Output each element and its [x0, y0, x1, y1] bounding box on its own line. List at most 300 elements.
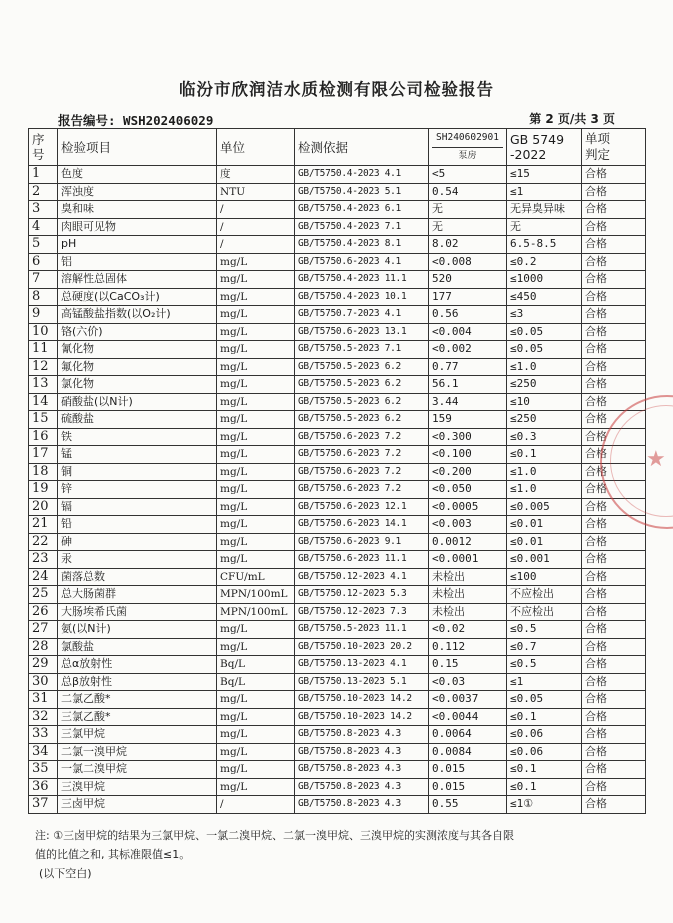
table-row: [29, 218, 646, 236]
row-unit: mg/L: [217, 411, 295, 429]
row-judgement: 合格: [582, 341, 646, 359]
report-title: 临汾市欣润洁水质检测有限公司检验报告: [179, 80, 494, 99]
row-method: GB/T5750.8-2023 4.3: [295, 743, 429, 761]
row-method: GB/T5750.12-2023 4.1: [295, 568, 429, 586]
row-limit: ≤250: [507, 376, 582, 394]
row-result: <5: [429, 166, 507, 184]
row-number: 16: [29, 428, 58, 446]
table-row: [29, 726, 646, 744]
table-row: [29, 446, 646, 464]
row-judgement: 合格: [582, 411, 646, 429]
row-method: GB/T5750.12-2023 7.3: [295, 603, 429, 621]
row-result: 56.1: [429, 376, 507, 394]
header-judge: [582, 129, 646, 166]
row-result: <0.0037: [429, 691, 507, 709]
row-result: 0.56: [429, 306, 507, 324]
row-limit: ≤0.1: [507, 761, 582, 779]
row-item: 硝酸盐(以N计): [58, 393, 217, 411]
row-unit: mg/L: [217, 463, 295, 481]
row-limit: ≤0.06: [507, 743, 582, 761]
row-number: 13: [29, 376, 58, 394]
stamp-star-icon: ★: [646, 447, 666, 472]
row-number: 15: [29, 411, 58, 429]
header-judge-line1: 单项: [585, 131, 611, 146]
row-item: 铁: [58, 428, 217, 446]
table-row: [29, 761, 646, 779]
row-method: GB/T5750.6-2023 7.2: [295, 428, 429, 446]
row-number: 27: [29, 621, 58, 639]
row-judgement: 合格: [582, 638, 646, 656]
row-limit: ≤1.0: [507, 463, 582, 481]
row-item: 总硬度(以CaCO₃计): [58, 288, 217, 306]
row-result: 159: [429, 411, 507, 429]
row-result: 0.0084: [429, 743, 507, 761]
row-limit: ≤100: [507, 568, 582, 586]
header-method: 检测依据: [295, 129, 429, 166]
table-row: [29, 481, 646, 499]
row-number: 3: [29, 201, 58, 219]
row-method: GB/T5750.8-2023 4.3: [295, 761, 429, 779]
row-result: 无: [429, 201, 507, 219]
row-judgement: 合格: [582, 393, 646, 411]
header-seq-line1: 序: [32, 132, 45, 147]
row-method: GB/T5750.13-2023 4.1: [295, 656, 429, 674]
row-unit: mg/L: [217, 446, 295, 464]
row-result: 0.0064: [429, 726, 507, 744]
row-result: <0.03: [429, 673, 507, 691]
row-item: 氯酸盐: [58, 638, 217, 656]
row-item: 二氯乙酸*: [58, 691, 217, 709]
row-unit: mg/L: [217, 551, 295, 569]
row-number: 19: [29, 481, 58, 499]
row-limit: ≤0.2: [507, 253, 582, 271]
table-row: [29, 323, 646, 341]
row-judgement: 合格: [582, 551, 646, 569]
row-number: 31: [29, 691, 58, 709]
row-method: GB/T5750.4-2023 8.1: [295, 236, 429, 254]
table-row: [29, 306, 646, 324]
row-result: 0.015: [429, 761, 507, 779]
row-number: 21: [29, 516, 58, 534]
row-limit: ≤0.5: [507, 656, 582, 674]
row-result: 0.54: [429, 183, 507, 201]
row-unit: mg/L: [217, 778, 295, 796]
row-method: GB/T5750.5-2023 7.1: [295, 341, 429, 359]
row-method: GB/T5750.7-2023 4.1: [295, 306, 429, 324]
row-number: 10: [29, 323, 58, 341]
row-number: 11: [29, 341, 58, 359]
row-item: 氟化物: [58, 358, 217, 376]
row-judgement: 合格: [582, 376, 646, 394]
header-sample: [429, 129, 507, 166]
row-item: 总大肠菌群: [58, 586, 217, 604]
row-method: GB/T5750.5-2023 6.2: [295, 411, 429, 429]
row-number: 26: [29, 603, 58, 621]
row-method: GB/T5750.6-2023 13.1: [295, 323, 429, 341]
row-method: GB/T5750.4-2023 5.1: [295, 183, 429, 201]
row-item: 总β放射性: [58, 673, 217, 691]
row-number: 8: [29, 288, 58, 306]
row-unit: mg/L: [217, 708, 295, 726]
row-limit: ≤0.05: [507, 323, 582, 341]
header-item: 检验项目: [58, 129, 217, 166]
row-item: 菌落总数: [58, 568, 217, 586]
row-item: 铅: [58, 516, 217, 534]
table-row: [29, 288, 646, 306]
row-unit: MPN/100mL: [217, 586, 295, 604]
row-unit: mg/L: [217, 621, 295, 639]
row-limit: ≤450: [507, 288, 582, 306]
row-number: 5: [29, 236, 58, 254]
row-limit: ≤15: [507, 166, 582, 184]
row-result: <0.200: [429, 463, 507, 481]
row-result: <0.008: [429, 253, 507, 271]
row-unit: mg/L: [217, 481, 295, 499]
row-method: GB/T5750.8-2023 4.3: [295, 796, 429, 814]
row-limit: 无: [507, 218, 582, 236]
row-number: 30: [29, 673, 58, 691]
row-judgement: 合格: [582, 586, 646, 604]
row-item: pH: [58, 236, 217, 254]
row-judgement: 合格: [582, 743, 646, 761]
row-item: 二氯一溴甲烷: [58, 743, 217, 761]
row-limit: ≤10: [507, 393, 582, 411]
row-limit: ≤0.5: [507, 621, 582, 639]
row-item: 溶解性总固体: [58, 271, 217, 289]
row-number: 35: [29, 761, 58, 779]
row-result: 177: [429, 288, 507, 306]
row-number: 28: [29, 638, 58, 656]
header-judge-line2: 判定: [585, 147, 611, 162]
row-result: 未检出: [429, 586, 507, 604]
row-unit: MPN/100mL: [217, 603, 295, 621]
row-result: 未检出: [429, 568, 507, 586]
row-unit: /: [217, 796, 295, 814]
row-number: 17: [29, 446, 58, 464]
row-limit: 6.5-8.5: [507, 236, 582, 254]
row-judgement: 合格: [582, 568, 646, 586]
table-row: [29, 463, 646, 481]
row-item: 铝: [58, 253, 217, 271]
row-limit: ≤0.001: [507, 551, 582, 569]
row-limit: 不应检出: [507, 603, 582, 621]
row-unit: mg/L: [217, 691, 295, 709]
row-number: 20: [29, 498, 58, 516]
row-result: <0.300: [429, 428, 507, 446]
row-result: 0.77: [429, 358, 507, 376]
table-row: [29, 183, 646, 201]
row-number: 37: [29, 796, 58, 814]
row-item: 三氯甲烷: [58, 726, 217, 744]
row-judgement: 合格: [582, 253, 646, 271]
table-row: [29, 428, 646, 446]
row-limit: ≤1.0: [507, 481, 582, 499]
row-item: 臭和味: [58, 201, 217, 219]
row-result: 520: [429, 271, 507, 289]
row-limit: ≤0.06: [507, 726, 582, 744]
row-method: GB/T5750.6-2023 9.1: [295, 533, 429, 551]
row-method: GB/T5750.8-2023 4.3: [295, 726, 429, 744]
row-number: 36: [29, 778, 58, 796]
row-method: GB/T5750.10-2023 14.2: [295, 708, 429, 726]
row-unit: mg/L: [217, 271, 295, 289]
row-judgement: 合格: [582, 166, 646, 184]
table-row: [29, 533, 646, 551]
row-unit: mg/L: [217, 253, 295, 271]
row-number: 24: [29, 568, 58, 586]
row-item: 总α放射性: [58, 656, 217, 674]
row-number: 1: [29, 166, 58, 184]
row-method: GB/T5750.6-2023 7.2: [295, 446, 429, 464]
table-row: [29, 691, 646, 709]
row-number: 7: [29, 271, 58, 289]
table-row: [29, 603, 646, 621]
row-method: GB/T5750.4-2023 6.1: [295, 201, 429, 219]
row-limit: ≤0.05: [507, 341, 582, 359]
row-judgement: 合格: [582, 288, 646, 306]
test-results-table: [28, 128, 646, 814]
header-seq-line2: 号: [32, 147, 45, 162]
row-method: GB/T5750.4-2023 10.1: [295, 288, 429, 306]
header-standard-line2: -2022: [510, 147, 547, 162]
row-method: GB/T5750.6-2023 4.1: [295, 253, 429, 271]
row-judgement: 合格: [582, 621, 646, 639]
row-unit: NTU: [217, 183, 295, 201]
row-unit: 度: [217, 166, 295, 184]
row-limit: ≤0.05: [507, 691, 582, 709]
row-method: GB/T5750.6-2023 7.2: [295, 481, 429, 499]
row-unit: mg/L: [217, 726, 295, 744]
footnote: [35, 826, 645, 883]
row-unit: mg/L: [217, 341, 295, 359]
table-row: [29, 621, 646, 639]
row-limit: ≤0.01: [507, 516, 582, 534]
row-method: GB/T5750.5-2023 6.2: [295, 358, 429, 376]
row-result: 0.15: [429, 656, 507, 674]
table-row: [29, 236, 646, 254]
row-method: GB/T5750.10-2023 14.2: [295, 691, 429, 709]
sample-id: SH240602901: [432, 129, 503, 148]
row-judgement: 合格: [582, 761, 646, 779]
row-number: 33: [29, 726, 58, 744]
row-limit: ≤0.1: [507, 446, 582, 464]
row-limit: ≤0.01: [507, 533, 582, 551]
table-row: [29, 743, 646, 761]
row-unit: mg/L: [217, 533, 295, 551]
row-judgement: 合格: [582, 428, 646, 446]
row-number: 2: [29, 183, 58, 201]
row-result: <0.02: [429, 621, 507, 639]
table-row: [29, 796, 646, 814]
row-result: <0.050: [429, 481, 507, 499]
table-row: [29, 551, 646, 569]
table-header-row: [29, 129, 646, 166]
row-limit: 无异臭异味: [507, 201, 582, 219]
row-limit: ≤0.3: [507, 428, 582, 446]
row-judgement: 合格: [582, 463, 646, 481]
table-row: [29, 341, 646, 359]
row-unit: mg/L: [217, 323, 295, 341]
row-item: 三氯乙酸*: [58, 708, 217, 726]
table-row: [29, 708, 646, 726]
row-result: 0.112: [429, 638, 507, 656]
table-row: [29, 411, 646, 429]
row-number: 23: [29, 551, 58, 569]
row-judgement: 合格: [582, 481, 646, 499]
table-row: [29, 393, 646, 411]
row-item: 氰化物: [58, 341, 217, 359]
row-number: 22: [29, 533, 58, 551]
row-limit: 不应检出: [507, 586, 582, 604]
row-item: 铜: [58, 463, 217, 481]
row-item: 三卤甲烷: [58, 796, 217, 814]
row-judgement: 合格: [582, 516, 646, 534]
row-unit: mg/L: [217, 516, 295, 534]
row-judgement: 合格: [582, 323, 646, 341]
table-row: [29, 778, 646, 796]
row-judgement: 合格: [582, 201, 646, 219]
table-row: [29, 568, 646, 586]
header-standard-line1: GB 5749: [510, 132, 565, 147]
row-number: 34: [29, 743, 58, 761]
sample-location: 泵房: [458, 151, 477, 161]
row-unit: mg/L: [217, 306, 295, 324]
row-judgement: 合格: [582, 236, 646, 254]
row-unit: /: [217, 218, 295, 236]
row-method: GB/T5750.13-2023 5.1: [295, 673, 429, 691]
row-limit: ≤1: [507, 673, 582, 691]
table-row: [29, 201, 646, 219]
row-result: 0.015: [429, 778, 507, 796]
header-standard: [507, 129, 582, 166]
row-judgement: 合格: [582, 656, 646, 674]
row-unit: mg/L: [217, 288, 295, 306]
row-result: <0.100: [429, 446, 507, 464]
row-method: GB/T5750.6-2023 12.1: [295, 498, 429, 516]
row-judgement: 合格: [582, 708, 646, 726]
row-method: GB/T5750.10-2023 20.2: [295, 638, 429, 656]
row-item: 氨(以N计): [58, 621, 217, 639]
row-result: 0.0012: [429, 533, 507, 551]
row-item: 高锰酸盐指数(以O₂计): [58, 306, 217, 324]
row-unit: mg/L: [217, 743, 295, 761]
row-unit: /: [217, 201, 295, 219]
row-limit: ≤1①: [507, 796, 582, 814]
row-unit: CFU/mL: [217, 568, 295, 586]
row-result: <0.002: [429, 341, 507, 359]
table-row: [29, 376, 646, 394]
row-limit: ≤0.7: [507, 638, 582, 656]
row-method: GB/T5750.4-2023 7.1: [295, 218, 429, 236]
table-row: [29, 516, 646, 534]
row-method: GB/T5750.5-2023 11.1: [295, 621, 429, 639]
row-item: 锌: [58, 481, 217, 499]
row-item: 硫酸盐: [58, 411, 217, 429]
row-item: 色度: [58, 166, 217, 184]
row-number: 25: [29, 586, 58, 604]
row-limit: ≤0.1: [507, 708, 582, 726]
table-row: [29, 271, 646, 289]
row-limit: ≤3: [507, 306, 582, 324]
row-judgement: 合格: [582, 218, 646, 236]
row-method: GB/T5750.8-2023 4.3: [295, 778, 429, 796]
row-item: 铬(六价): [58, 323, 217, 341]
row-result: 0.55: [429, 796, 507, 814]
row-judgement: 合格: [582, 306, 646, 324]
row-judgement: 合格: [582, 726, 646, 744]
footnote-blank-marker: (以下空白): [39, 867, 92, 880]
row-method: GB/T5750.6-2023 11.1: [295, 551, 429, 569]
row-number: 18: [29, 463, 58, 481]
row-limit: ≤0.005: [507, 498, 582, 516]
row-limit: ≤0.1: [507, 778, 582, 796]
table-row: [29, 673, 646, 691]
row-method: GB/T5750.6-2023 7.2: [295, 463, 429, 481]
row-method: GB/T5750.4-2023 11.1: [295, 271, 429, 289]
row-result: 未检出: [429, 603, 507, 621]
row-result: <0.0044: [429, 708, 507, 726]
row-unit: mg/L: [217, 498, 295, 516]
row-unit: mg/L: [217, 428, 295, 446]
table-row: [29, 166, 646, 184]
row-limit: ≤250: [507, 411, 582, 429]
row-result: 3.44: [429, 393, 507, 411]
row-item: 一氯二溴甲烷: [58, 761, 217, 779]
row-number: 29: [29, 656, 58, 674]
row-item: 肉眼可见物: [58, 218, 217, 236]
row-limit: ≤1: [507, 183, 582, 201]
header-unit: 单位: [217, 129, 295, 166]
row-result: 无: [429, 218, 507, 236]
row-unit: mg/L: [217, 358, 295, 376]
row-judgement: 合格: [582, 778, 646, 796]
row-judgement: 合格: [582, 446, 646, 464]
table-row: [29, 358, 646, 376]
row-method: GB/T5750.5-2023 6.2: [295, 376, 429, 394]
table-row: [29, 638, 646, 656]
row-limit: ≤1.0: [507, 358, 582, 376]
footnote-line-1: 注: ①三卤甲烷的结果为三氯甲烷、一氯二溴甲烷、二氯一溴甲烷、三溴甲烷的实测浓度与其各自限: [35, 829, 515, 842]
header-seq: [29, 129, 58, 166]
row-number: 32: [29, 708, 58, 726]
row-judgement: 合格: [582, 498, 646, 516]
row-item: 氯化物: [58, 376, 217, 394]
footnote-line-2: 值的比值之和, 其标准限值≤1。: [35, 848, 191, 861]
row-judgement: 合格: [582, 271, 646, 289]
row-item: 汞: [58, 551, 217, 569]
row-item: 锰: [58, 446, 217, 464]
row-number: 6: [29, 253, 58, 271]
row-judgement: 合格: [582, 673, 646, 691]
table-row: [29, 253, 646, 271]
row-unit: mg/L: [217, 761, 295, 779]
row-number: 4: [29, 218, 58, 236]
row-item: 三溴甲烷: [58, 778, 217, 796]
row-unit: Bq/L: [217, 673, 295, 691]
row-result: <0.003: [429, 516, 507, 534]
row-unit: mg/L: [217, 376, 295, 394]
report-number: 报告编号: WSH202406029: [58, 113, 214, 128]
row-method: GB/T5750.12-2023 5.3: [295, 586, 429, 604]
table-row: [29, 656, 646, 674]
row-judgement: 合格: [582, 183, 646, 201]
table-row: [29, 498, 646, 516]
page-indicator: 第 2 页/共 3 页: [529, 112, 615, 126]
row-result: <0.004: [429, 323, 507, 341]
row-judgement: 合格: [582, 603, 646, 621]
row-item: 镉: [58, 498, 217, 516]
row-result: 8.02: [429, 236, 507, 254]
